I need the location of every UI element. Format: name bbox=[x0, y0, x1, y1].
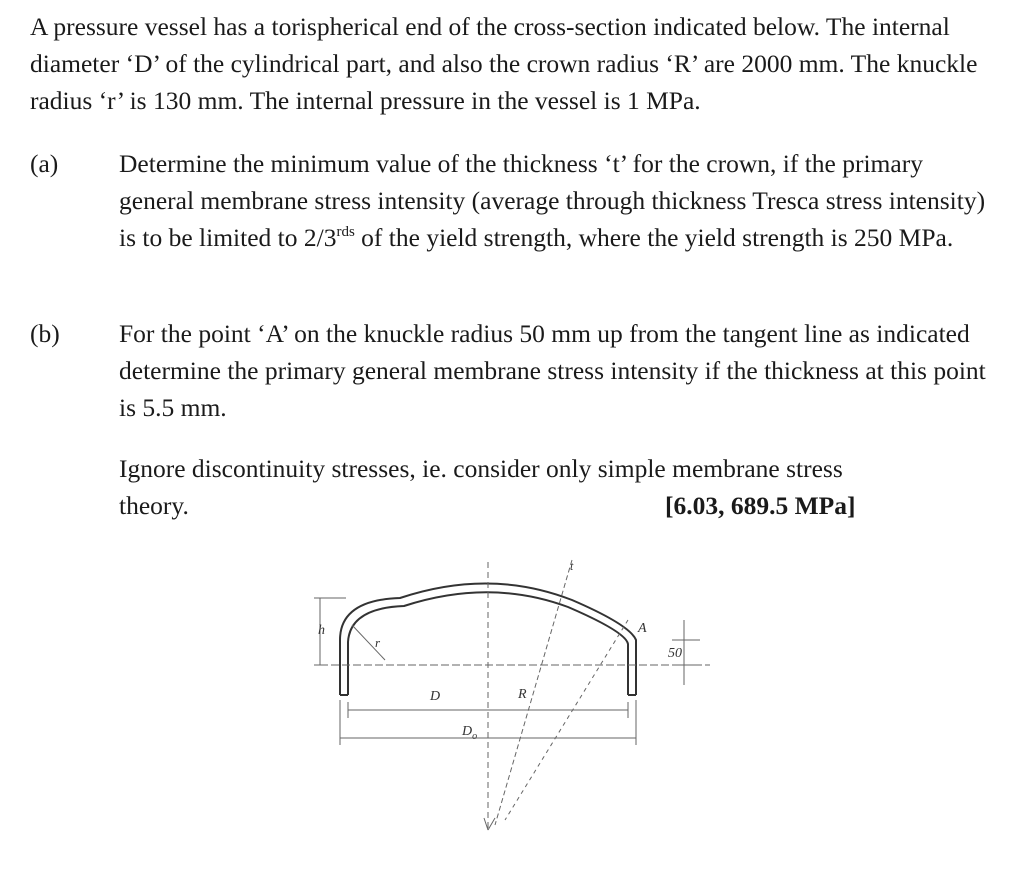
part-a-label: (a) bbox=[30, 149, 59, 178]
part-a-text bbox=[119, 145, 999, 256]
label-do-main: D bbox=[462, 724, 473, 739]
label-d: D bbox=[430, 689, 441, 704]
torispherical-head-figure bbox=[300, 540, 730, 860]
part-a-text-main: Determine the minimum value of the thickness ‘t’ for the crown, if the primary general membrane stress intensity (average through thickness Tresca stress intensity) is to be limited to 2/3 bbox=[119, 149, 986, 252]
crown-radius-line bbox=[495, 560, 572, 825]
label-r: r bbox=[375, 635, 381, 650]
label-do bbox=[461, 724, 477, 742]
label-t: t bbox=[570, 559, 574, 573]
head-outer-profile bbox=[340, 583, 636, 695]
label-a: A bbox=[638, 621, 647, 636]
torispherical-head-diagram bbox=[300, 540, 730, 860]
answer-text: [6.03, 689.5 MPa] bbox=[665, 491, 856, 520]
part-a-superscript: rds bbox=[336, 224, 355, 240]
label-h: h bbox=[318, 623, 325, 638]
part-b-label: (b) bbox=[30, 319, 60, 348]
label-big-r: R bbox=[518, 687, 527, 702]
part-a-text-tail: of the yield strength, where the yield strength is 250 MPa. bbox=[354, 223, 954, 252]
note-text: Ignore discontinuity stresses, ie. consider only simple membrane stress theory. bbox=[119, 454, 843, 520]
knuckle-radius-line bbox=[505, 620, 628, 820]
problem-intro: A pressure vessel has a torispherical end of the cross-section indicated below. The internal diameter ‘D’ of the cylindrical part, and also the crown radius ‘R’ are 2000 mm. The knuckle radius ‘r’ is 130 mm. The internal pressure in the vessel is 1 MPa. bbox=[30, 12, 978, 115]
part-b-text: For the point ‘A’ on the knuckle radius 50 mm up from the tangent line as indicated determine the primary general membrane stress intensity if the thickness at this point is 5.5 mm. bbox=[119, 319, 986, 422]
radius-arrow-head bbox=[484, 818, 495, 830]
label-50: 50 bbox=[668, 646, 682, 661]
label-do-subscript: o bbox=[472, 731, 478, 742]
